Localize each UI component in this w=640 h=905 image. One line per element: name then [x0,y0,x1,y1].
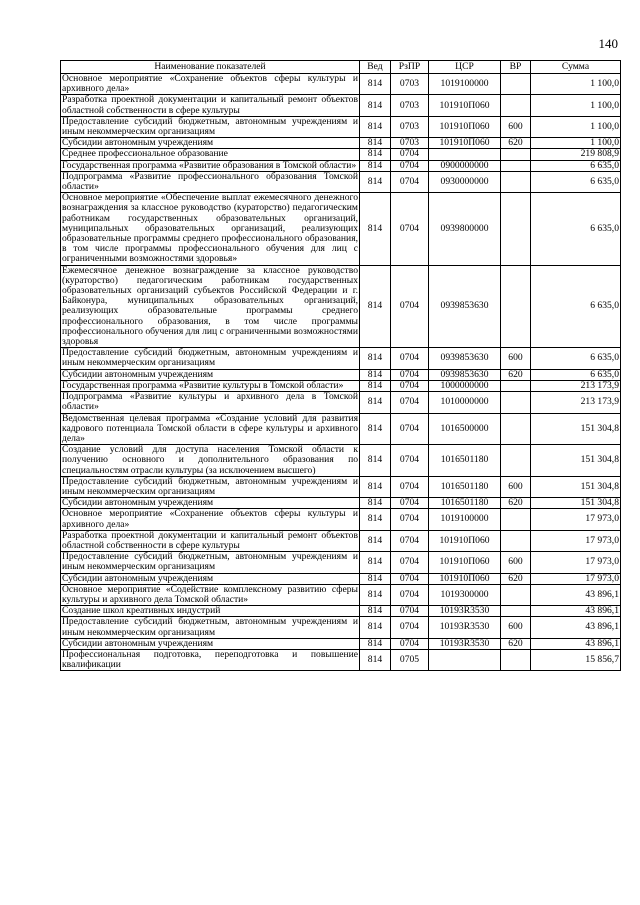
cell-ved: 814 [360,348,391,369]
cell-ved: 814 [360,380,391,391]
cell-rzpr: 0704 [391,380,429,391]
cell-vr [501,584,531,605]
cell-sum: 151 304,8 [531,413,621,445]
cell-vr [501,380,531,391]
cell-ved: 814 [360,638,391,649]
table-row [61,413,621,445]
cell-rzpr: 0703 [391,95,429,116]
table-row [61,193,621,265]
cell-sum: 1 100,0 [531,138,621,149]
cell-sum: 43 896,1 [531,638,621,649]
cell-name: Ежемесячное денежное вознаграждение за классное руководство (кураторство) педагогическим работникам государственных образовательных организаций субъектов Российской Федерации и г. Байконура, муниципальных образовательных организаций, реализующих образовательные программы среднего профессионального образования, в том числе программы профессионального обучения для лиц с ограниченными возможностями здоровья [62,264,358,348]
cell-rzpr: 0704 [391,445,429,477]
cell-rzpr: 0704 [391,149,429,160]
cell-ved: 814 [360,369,391,380]
cell-rzpr: 0704 [391,638,429,649]
cell-ved: 814 [360,95,391,116]
cell-sum: 17 973,0 [531,552,621,573]
cell-sum: 1 100,0 [531,95,621,116]
cell-sum: 17 973,0 [531,530,621,551]
table-row [61,649,621,670]
cell-name: Подпрограмма «Развитие профессионального образования Томской области» [62,170,358,193]
cell-csr: 0939853630 [429,348,501,369]
cell-ved: 814 [360,476,391,497]
cell-csr [429,649,501,670]
header-sum: Сумма [531,61,621,74]
table-header [61,61,621,74]
cell-name: Субсидии автономным учреждениям [61,498,360,509]
cell-csr: 101910П060 [429,138,501,149]
table-row [61,638,621,649]
cell-csr: 0939853630 [429,265,501,348]
cell-sum: 6 635,0 [531,265,621,348]
cell-name: Предоставление субсидий бюджетным, автономным учреждениям и иным некоммерческим организациям [62,115,358,138]
cell-rzpr: 0704 [391,509,429,530]
cell-csr: 1019300000 [429,584,501,605]
cell-ved: 814 [360,149,391,160]
cell-csr: 101910П060 [429,552,501,573]
cell-sum: 1 100,0 [531,74,621,95]
cell-rzpr: 0704 [391,606,429,617]
cell-ved: 814 [360,138,391,149]
table-row [61,530,621,551]
cell-name: Подпрограмма «Развитие культуры и архивного дела в Томской области» [62,391,358,413]
table-row [61,380,621,391]
cell-sum: 6 635,0 [531,171,621,192]
cell-rzpr: 0704 [391,476,429,497]
cell-csr: 101910П060 [429,530,501,551]
cell-vr: 600 [501,552,531,573]
cell-ved: 814 [360,413,391,445]
cell-sum: 1 100,0 [531,116,621,137]
cell-ved: 814 [360,160,391,171]
cell-vr [501,445,531,477]
table-row [61,138,621,149]
table-row [61,498,621,509]
cell-name: Среднее профессиональное образование [61,149,360,160]
table-row [61,606,621,617]
table-row [61,74,621,95]
cell-sum: 213 173,9 [531,392,621,413]
header-row [61,61,621,74]
cell-name: Предоставление субсидий бюджетным, автономным учреждениям и иным некоммерческим организациям [62,347,358,369]
cell-sum: 15 856,7 [531,649,621,670]
cell-rzpr: 0704 [391,193,429,265]
table-row [61,552,621,573]
cell-ved: 814 [360,445,391,477]
cell-name: Субсидии автономным учреждениям [61,138,360,149]
cell-rzpr: 0704 [391,573,429,584]
cell-ved: 814 [360,392,391,413]
cell-vr [501,193,531,265]
cell-vr: 600 [501,617,531,638]
table-row [61,171,621,192]
cell-name: Субсидии автономным учреждениям [61,573,360,584]
header-ved: Вед [360,61,391,74]
cell-vr: 600 [501,348,531,369]
cell-ved: 814 [360,498,391,509]
cell-csr: 0939853630 [429,369,501,380]
cell-csr: 1019100000 [429,74,501,95]
cell-name: Основное мероприятие «Сохранение объектов сферы культуры и архивного дела» [62,508,358,530]
cell-rzpr: 0705 [391,649,429,670]
cell-vr: 620 [501,638,531,649]
table-row [61,509,621,530]
cell-csr: 1016501180 [429,498,501,509]
cell-ved: 814 [360,171,391,192]
table-row [61,573,621,584]
cell-vr [501,392,531,413]
table-row [61,584,621,605]
cell-name: Разработка проектной документации и капитальный ремонт объектов областной собственности в сфере культуры [62,94,358,116]
cell-ved: 814 [360,509,391,530]
cell-name: Субсидии автономным учреждениям [61,369,360,380]
cell-sum: 6 635,0 [531,369,621,380]
cell-ved: 814 [360,193,391,265]
table-row [61,116,621,137]
cell-name: Основное мероприятие «Сохранение объектов сферы культуры и архивного дела» [62,73,358,95]
cell-name: Основное мероприятие «Обеспечение выплат ежемесячного денежного вознаграждения за классное руководство (кураторство) педагогическим работникам государственных образовательных организаций, муниципальных образовательных организаций, реализующих образовательные программы среднего профессионального образования, в том числе программы профессионального обучения для лиц с ограниченными возможностями здоровья» [62,192,358,265]
cell-vr [501,530,531,551]
cell-vr: 620 [501,369,531,380]
cell-csr: 10193R3530 [429,638,501,649]
cell-rzpr: 0704 [391,369,429,380]
cell-sum: 43 896,1 [531,606,621,617]
table-row [61,348,621,369]
cell-sum: 219 808,9 [531,149,621,160]
table-row [61,265,621,348]
cell-rzpr: 0704 [391,171,429,192]
cell-name: Предоставление субсидий бюджетным, автономным учреждениям и иным некоммерческим организациям [62,616,358,638]
cell-ved: 814 [360,552,391,573]
cell-ved: 814 [360,617,391,638]
cell-rzpr: 0704 [391,392,429,413]
cell-ved: 814 [360,116,391,137]
table-row [61,149,621,160]
cell-vr [501,95,531,116]
cell-csr: 1016501180 [429,476,501,497]
cell-ved: 814 [360,606,391,617]
cell-rzpr: 0703 [391,138,429,149]
table-row [61,392,621,413]
cell-vr [501,160,531,171]
cell-name: Создание условий для доступа населения Томской области к получению основного и дополнительного образования по специальностям отрасли культуры (за исключением высшего) [62,444,358,476]
cell-vr: 620 [501,498,531,509]
cell-rzpr: 0704 [391,552,429,573]
cell-csr: 0900000000 [429,160,501,171]
cell-csr [429,149,501,160]
cell-ved: 814 [360,573,391,584]
cell-csr: 1000000000 [429,380,501,391]
cell-csr: 101910П060 [429,116,501,137]
cell-rzpr: 0704 [391,160,429,171]
cell-rzpr: 0704 [391,348,429,369]
cell-csr: 0939800000 [429,193,501,265]
cell-sum: 213 173,9 [531,380,621,391]
cell-sum: 151 304,8 [531,498,621,509]
cell-rzpr: 0703 [391,116,429,137]
cell-sum: 43 896,1 [531,584,621,605]
cell-name: Государственная программа «Развитие образования в Томской области» [61,160,360,171]
cell-sum: 17 973,0 [531,573,621,584]
header-name: Наименование показателей [61,61,360,74]
cell-csr: 101910П060 [429,95,501,116]
cell-name: Государственная программа «Развитие культуры в Томской области» [61,380,360,391]
cell-ved: 814 [360,584,391,605]
table-row [61,476,621,497]
cell-csr: 1016500000 [429,413,501,445]
cell-csr: 101910П060 [429,573,501,584]
budget-table [60,60,621,671]
cell-sum: 17 973,0 [531,509,621,530]
cell-vr [501,413,531,445]
cell-ved: 814 [360,265,391,348]
table-row [61,160,621,171]
cell-sum: 6 635,0 [531,160,621,171]
cell-rzpr: 0704 [391,617,429,638]
table-row [61,445,621,477]
cell-csr: 1010000000 [429,392,501,413]
cell-name: Профессиональная подготовка, переподготовка и повышение квалификации [62,648,358,671]
header-vr: ВР [501,61,531,74]
cell-rzpr: 0704 [391,584,429,605]
cell-name: Основное мероприятие «Содействие комплексному развитию сферы культуры и архивного дела Томской области» [62,583,358,605]
cell-name: Субсидии автономным учреждениям [61,638,360,649]
cell-vr [501,149,531,160]
cell-vr: 620 [501,138,531,149]
cell-vr [501,74,531,95]
cell-ved: 814 [360,649,391,670]
cell-name: Создание школ креативных индустрий [61,606,360,617]
cell-rzpr: 0704 [391,413,429,445]
cell-name: Предоставление субсидий бюджетным, автономным учреждениям и иным некоммерческим организациям [62,551,358,573]
cell-rzpr: 0704 [391,498,429,509]
cell-vr [501,606,531,617]
cell-vr [501,509,531,530]
cell-vr [501,265,531,348]
header-rzpr: РзПР [391,61,429,74]
cell-vr: 620 [501,573,531,584]
cell-name: Ведомственная целевая программа «Создание условий для развития кадрового потенциала Томской области в сфере культуры и архивного дела» [62,412,358,444]
cell-vr: 600 [501,116,531,137]
table-row [61,95,621,116]
cell-sum: 6 635,0 [531,193,621,265]
cell-name: Предоставление субсидий бюджетным, автономным учреждениям и иным некоммерческим организациям [62,475,358,497]
table-row [61,369,621,380]
cell-sum: 151 304,8 [531,476,621,497]
header-csr: ЦСР [429,61,501,74]
cell-csr: 1016501180 [429,445,501,477]
cell-sum: 43 896,1 [531,617,621,638]
cell-sum: 6 635,0 [531,348,621,369]
table-row [61,617,621,638]
cell-vr [501,171,531,192]
cell-rzpr: 0704 [391,265,429,348]
table-body [61,74,621,671]
page-number: 140 [598,36,618,51]
cell-rzpr: 0704 [391,530,429,551]
cell-vr [501,649,531,670]
cell-sum: 151 304,8 [531,445,621,477]
cell-vr: 600 [501,476,531,497]
cell-ved: 814 [360,74,391,95]
cell-csr: 10193R3530 [429,617,501,638]
cell-csr: 1019100000 [429,509,501,530]
cell-ved: 814 [360,530,391,551]
cell-name: Разработка проектной документации и капитальный ремонт объектов областной собственности в сфере культуры [62,529,358,551]
cell-rzpr: 0703 [391,74,429,95]
cell-csr: 10193R3530 [429,606,501,617]
cell-csr: 0930000000 [429,171,501,192]
